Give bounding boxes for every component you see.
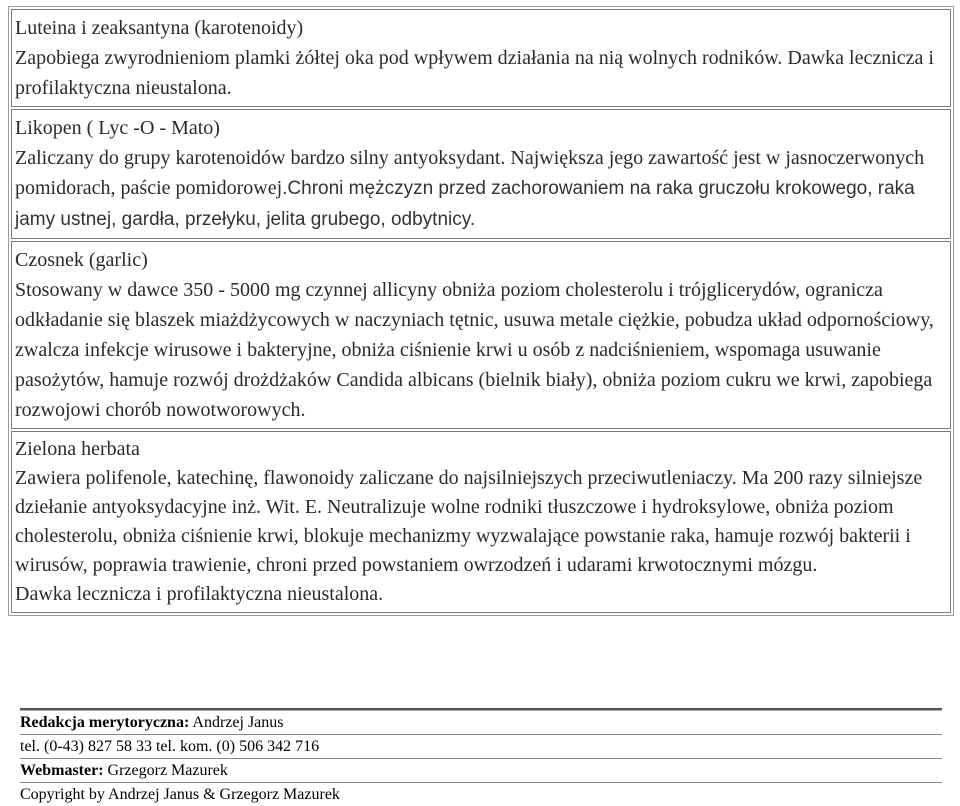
editor-label: Redakcja merytoryczna: — [20, 714, 190, 731]
section-text: Zapobiega zwyrodnieniom plamki żółtej oka pod wpływem działania na nią wolnych rodników. Dawka lecznicza i profilaktyczna nieustalona. — [15, 47, 934, 99]
webmaster-label: Webmaster: — [20, 762, 104, 779]
section-dose: Dawka lecznicza i profilaktyczna nieustalona. — [15, 583, 384, 605]
section-garlic — [11, 241, 951, 429]
section-heading: Luteina i zeaksantyna (karotenoidy) — [15, 17, 304, 39]
section-text — [15, 143, 948, 235]
table-row — [11, 431, 951, 613]
table-row — [11, 109, 951, 239]
footer-phone: tel. (0-43) 827 58 33 tel. kom. (0) 506 342 716 — [20, 734, 942, 758]
table-row — [11, 9, 951, 107]
section-lutein — [11, 9, 951, 107]
section-lycopene — [11, 109, 951, 239]
section-text-serif: Zaliczany do grupy karotenoidów bardzo silny antyoksydant. Największa jego zawartość jest w jasnoczerwonych pomidorach, paście pomidorowej — [15, 147, 925, 199]
section-heading: Likopen ( Lyc -O - Mato) — [15, 117, 220, 139]
footer-webmaster — [20, 758, 942, 782]
webmaster-name: Grzegorz Mazurek — [107, 762, 228, 779]
section-heading: Zielona herbata — [15, 438, 140, 460]
editor-name: Andrzej Janus — [192, 714, 284, 731]
section-text-sans: .Chroni mężczyzn przed zachorowaniem na raka gruczołu krokowego, raka jamy ustnej, gardła, przełyku, jelita grubego, odbytnicy. — [15, 178, 915, 230]
footer-editor — [20, 711, 942, 734]
section-green-tea — [11, 431, 951, 613]
table-row — [11, 241, 951, 429]
section-text: Zawiera polifenole, katechinę, flawonoidy zaliczane do najsilniejszych przeciwutleniaczy. Ma 200 razy silniejsze dziełanie antyoksydacyjne inż. Wit. E. Neutralizuje wolne rodniki tłuszczowe i hydroksylowe, obniża poziom cholesterolu, obniża ciśnienie krwi, blokuje mechanizmy wyzwalające powstanie raka, hamuje rozwój bakterii i wirusów, poprawia trawienie, chroni przed powstaniem owrzodzeń i udarami krwotocznymi mózgu. — [15, 467, 923, 576]
section-text: Stosowany w dawce 350 - 5000 mg czynnej allicyny obniża poziom cholesterolu i trójglicerydów, ogranicza odkładanie się blaszek miażdżycowych w naczyniach tętnic, usuwa metale ciężkie, pobudza układ odpornościowy, zwalcza infekcje wirusowe i bakteryjne, obniża ciśnienie krwi u osób z nadciśnieniem, wspomaga usuwanie pasożytów, hamuje rozwój drożdżaków Candida albicans (bielnik biały), obniża poziom cukru we krwi, zapobiega rozwojowi chorób nowotworowych. — [15, 279, 934, 421]
footer — [20, 708, 942, 806]
content-table — [8, 6, 954, 616]
footer-copyright: Copyright by Andrzej Janus & Grzegorz Mazurek — [20, 782, 942, 806]
section-heading: Czosnek (garlic) — [15, 249, 148, 271]
